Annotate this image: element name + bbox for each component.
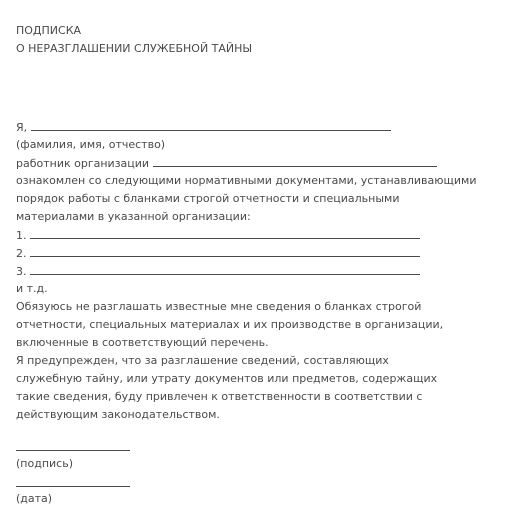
ya-label: Я, bbox=[16, 121, 28, 134]
numbered-item-blank-line bbox=[30, 246, 420, 257]
fio-row bbox=[16, 120, 391, 135]
numbered-item-blank-line bbox=[30, 264, 420, 275]
numbered-item-label: 2. bbox=[16, 247, 27, 260]
signature-blank-line bbox=[16, 450, 130, 451]
obligation-line-2: отчетности, специальных материалах и их производстве в организации, bbox=[16, 318, 444, 331]
numbered-item-label: 1. bbox=[16, 229, 27, 242]
numbered-item-label: 3. bbox=[16, 265, 27, 278]
intro-line-3: материалами в указанной организации: bbox=[16, 210, 251, 223]
numbered-item-blank-line bbox=[30, 228, 420, 239]
fio-blank-line bbox=[31, 120, 391, 131]
warning-line-3: такие сведения, буду привлечен к ответственности в соответствии с bbox=[16, 390, 423, 403]
numbered-item-1 bbox=[16, 228, 420, 243]
document-title-line-2: О НЕРАЗГЛАШЕНИИ СЛУЖЕБНОЙ ТАЙНЫ bbox=[16, 42, 253, 55]
document-title-line-1: ПОДПИСКА bbox=[16, 24, 82, 37]
numbered-item-3 bbox=[16, 264, 420, 279]
warning-line-4: действующим законодательством. bbox=[16, 408, 220, 421]
signature-label: (подпись) bbox=[16, 457, 73, 470]
intro-line-2: порядок работы с бланками строгой отчетности и специальными bbox=[16, 192, 400, 205]
date-blank-line bbox=[16, 486, 130, 487]
date-label: (дата) bbox=[16, 492, 53, 505]
obligation-line-3: включенные в соответствующий перечень. bbox=[16, 336, 269, 349]
warning-line-2: служебную тайну, или утрату документов или предметов, содержащих bbox=[16, 372, 438, 385]
intro-line-1: ознакомлен со следующими нормативными документами, устанавливающими bbox=[16, 174, 477, 187]
etc-label: и т.д. bbox=[16, 282, 48, 295]
organization-blank-line bbox=[153, 156, 437, 167]
worker-label: работник организации bbox=[16, 157, 150, 170]
fio-hint: (фамилия, имя, отчество) bbox=[16, 138, 166, 151]
numbered-item-2 bbox=[16, 246, 420, 261]
worker-row bbox=[16, 156, 437, 171]
warning-line-1: Я предупрежден, что за разглашение сведений, составляющих bbox=[16, 354, 389, 367]
obligation-line-1: Обязуюсь не разглашать известные мне сведения о бланках строгой bbox=[16, 300, 422, 313]
